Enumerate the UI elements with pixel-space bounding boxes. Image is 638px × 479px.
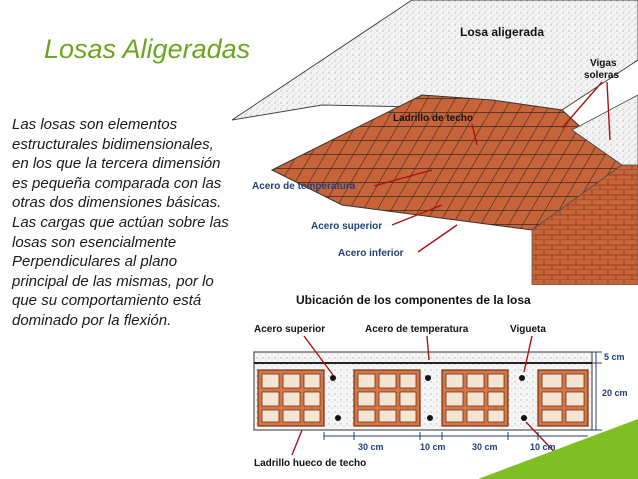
slab-3d-diagram: [232, 0, 638, 285]
slide-title: Losas Aligeradas: [44, 34, 251, 64]
top-diagram-title: Losa aligerada: [460, 25, 545, 39]
slide-body-text: Las losas son elementos estructurales bidimensionales, en los que la tercera dimensión es pequeña comparada con las otras dos dimensiones básicas. Las cargas que actúan sobre las losas son esencialmente Perpendiculares al plano principal de las mismas, por lo que su comportamiento está dominado por la flexión.: [12, 116, 229, 329]
label-vigueta: Vigueta: [510, 324, 546, 335]
label-acero-superior-sec: Acero superior: [254, 324, 326, 335]
dim-30cm-a: 30 cm: [358, 442, 384, 452]
label-ladrillo-hueco: Ladrillo hueco de techo: [254, 458, 367, 469]
label-ladrillo-techo: Ladrillo de techo: [393, 113, 474, 124]
accent-triangle: [478, 419, 638, 479]
dim-10cm-a: 10 cm: [420, 442, 446, 452]
dim-5cm: 5 cm: [604, 352, 625, 362]
label-vigas: Vigas: [590, 58, 617, 69]
label-acero-inferior: Acero inferior: [338, 248, 404, 259]
label-acero-temperatura: Acero de temperatura: [252, 181, 356, 192]
label-acero-temperatura-sec: Acero de temperatura: [365, 324, 469, 335]
label-soleras: soleras: [584, 70, 620, 81]
label-acero-superior: Acero superior: [311, 221, 383, 232]
dim-20cm: 20 cm: [602, 388, 628, 398]
dim-30cm-b: 30 cm: [472, 442, 498, 452]
bottom-diagram-title: Ubicación de los componentes de la losa: [296, 293, 531, 307]
dim-10cm-b: 10 cm: [530, 442, 556, 452]
